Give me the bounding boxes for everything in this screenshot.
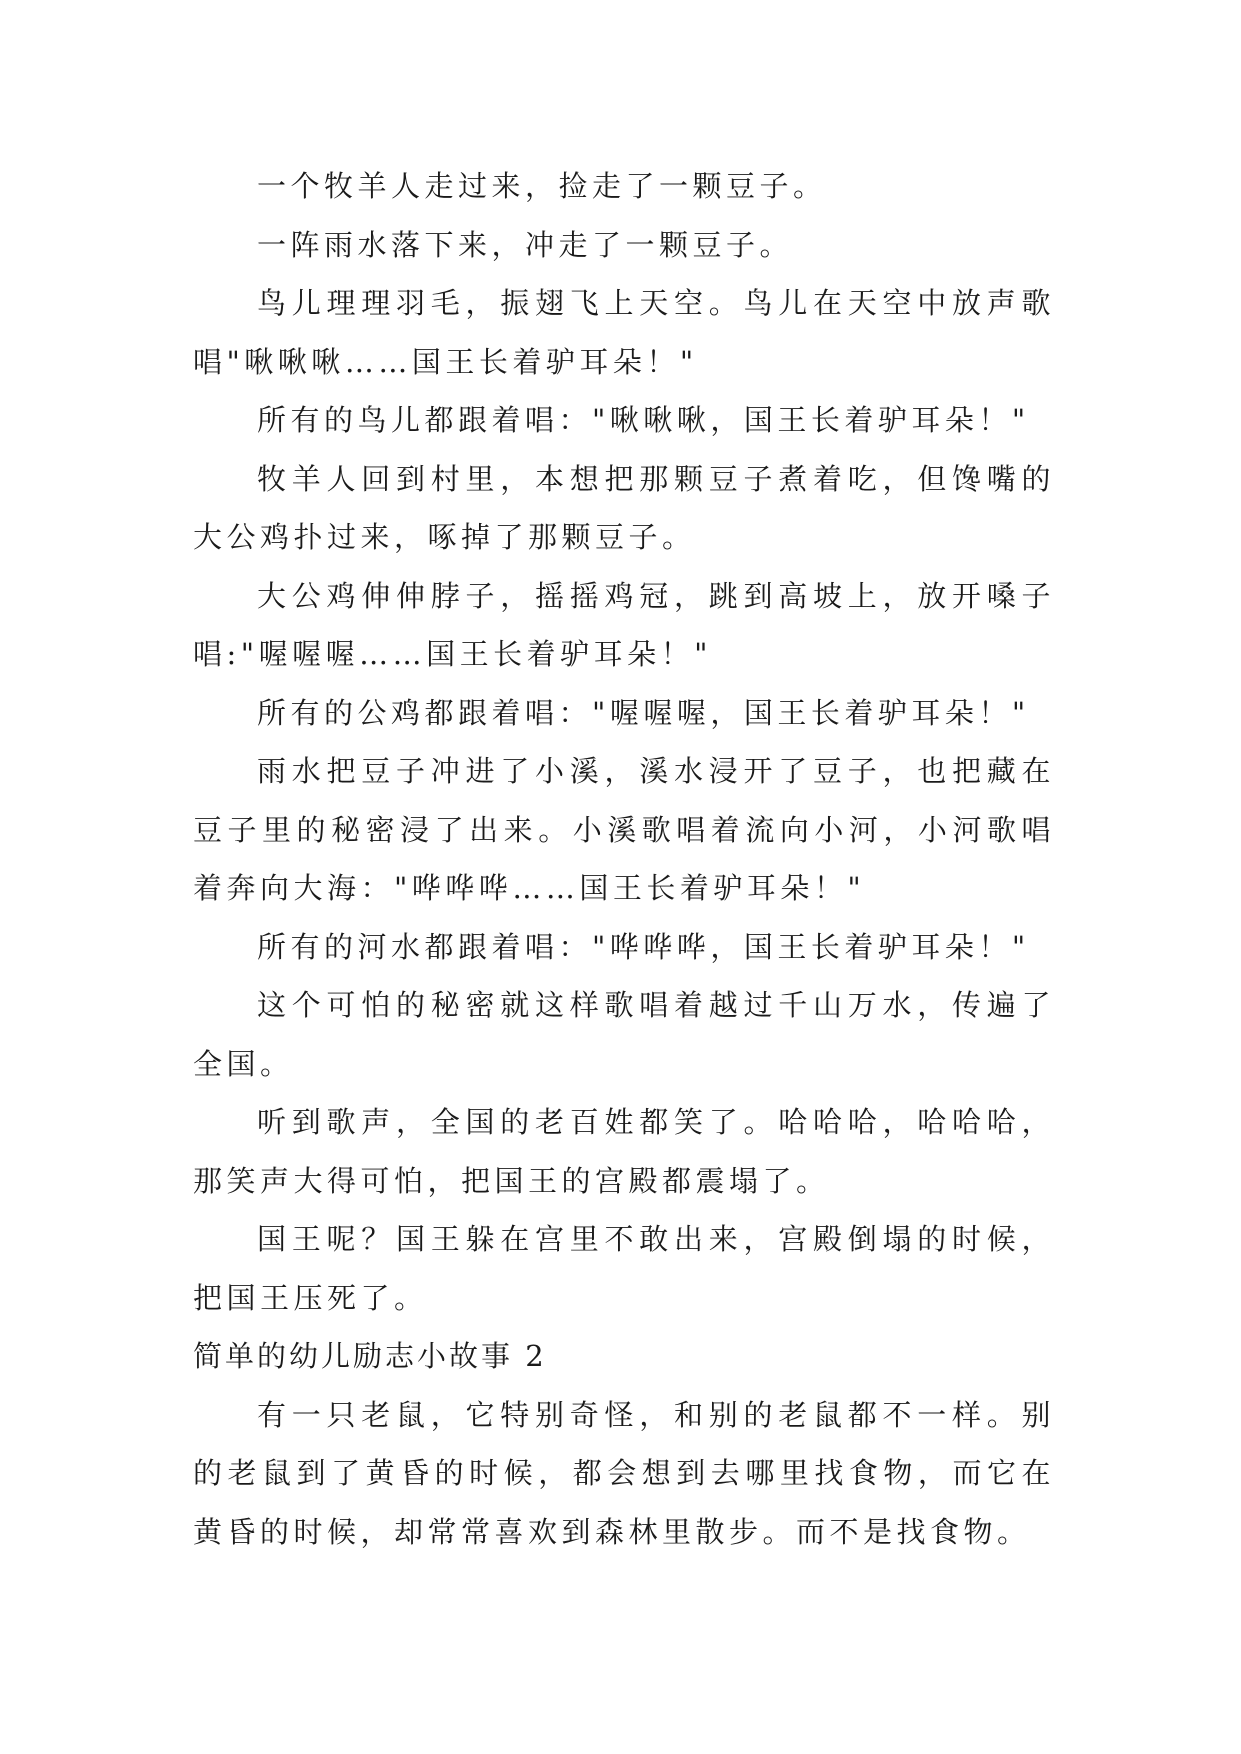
paragraph: 所有的河水都跟着唱："哗哗哗，国王长着驴耳朵！": [257, 929, 1030, 964]
paragraph: 一个牧羊人走过来，捡走了一颗豆子。: [257, 169, 827, 203]
paragraph: 一阵雨水落下来，冲走了一颗豆子。: [257, 227, 794, 262]
paragraph: 牧羊人回到村里，本想把那颗豆子煮着吃，但馋嘴的大公鸡扑过来，啄掉了那颗豆子。: [193, 461, 1055, 554]
paragraph: 这个可怕的秘密就这样歌唱着越过千山万水，传遍了全国。: [193, 988, 1055, 1081]
paragraph: 国王呢？国王躲在宫里不敢出来，宫殿倒塌的时候，把国王压死了。: [193, 1222, 1055, 1315]
paragraph: 所有的公鸡都跟着唱："喔喔喔，国王长着驴耳朵！": [257, 695, 1030, 730]
document-page: [193, 157, 1055, 1561]
paragraph: 大公鸡伸伸脖子，摇摇鸡冠，跳到高坡上，放开嗓子唱:"喔喔喔……国王长着驴耳朵！": [193, 578, 1055, 671]
section-heading: 简单的幼儿励志小故事 2: [193, 1339, 547, 1373]
paragraph: 有一只老鼠，它特别奇怪，和别的老鼠都不一样。别的老鼠到了黄昏的时候，都会想到去哪里找食物，而它在黄昏的时候，却常常喜欢到森林里散步。而不是找食物。: [193, 1397, 1055, 1549]
paragraph: 鸟儿理理羽毛，振翅飞上天空。鸟儿在天空中放声歌唱"啾啾啾……国王长着驴耳朵！": [193, 286, 1055, 379]
paragraph: 所有的鸟儿都跟着唱："啾啾啾，国王长着驴耳朵！": [257, 403, 1030, 437]
paragraph: 雨水把豆子冲进了小溪，溪水浸开了豆子，也把藏在豆子里的秘密浸了出来。小溪歌唱着流向小河，小河歌唱着奔向大海："哗哗哗……国王长着驴耳朵！": [193, 754, 1055, 905]
paragraph: 听到歌声，全国的老百姓都笑了。哈哈哈，哈哈哈，那笑声大得可怕，把国王的宫殿都震塌了。: [193, 1105, 1055, 1198]
